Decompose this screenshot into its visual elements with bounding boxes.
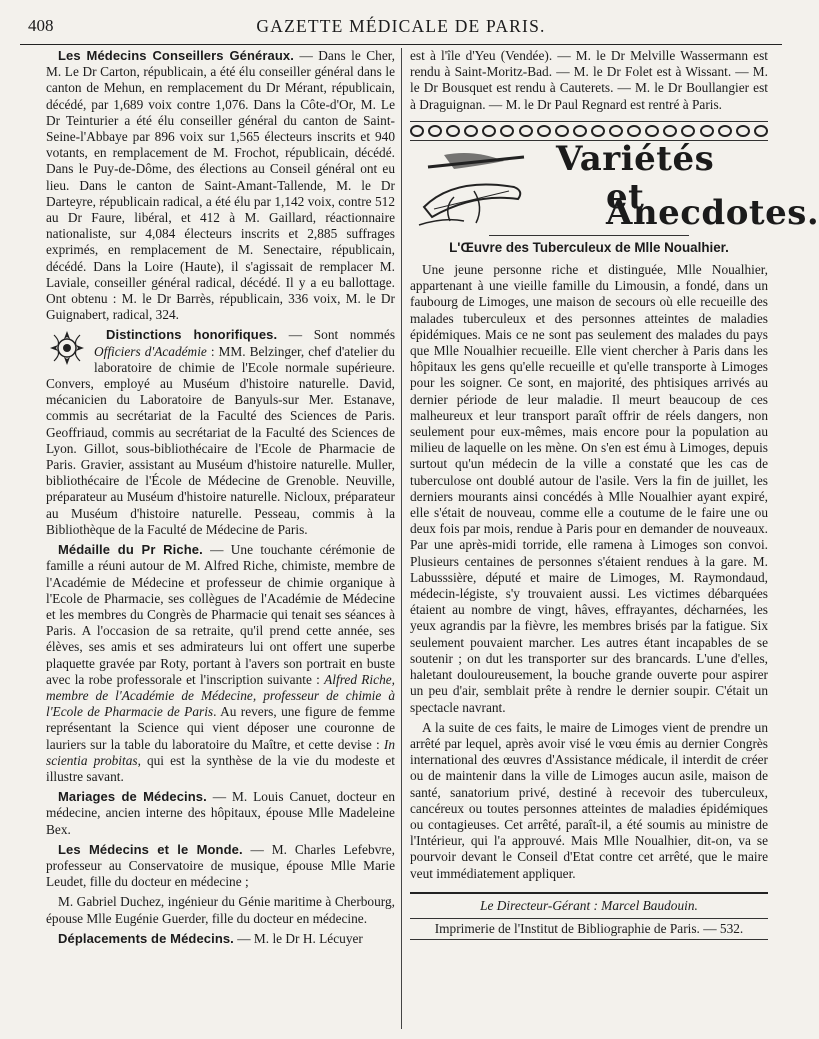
motto-text: In scientia probitas xyxy=(46,736,395,768)
varietes-heading xyxy=(410,138,819,234)
inscription-text: Alfred Riche, membre de l'Académie de Médecine, professeur de chimie à l'Ecole de Pharmacie de Paris xyxy=(46,671,395,720)
section-heading: Déplacements de Médecins. xyxy=(58,930,234,946)
article-title: L'Œuvre des Tuberculeux de Mlle Noualhier. xyxy=(449,239,729,255)
section-heading: Distinctions honorifiques. xyxy=(106,327,278,343)
article-paragraph-2: A la suite de ces faits, le maire de Limoges vient de prendre un arrêté par lequel, après avoir visé le vœu émis au dernier Congrès international des œuvres d'Assistance médicale, il interdit de créer ou de maintenir dans la ville de Limoges aucun asile, maison de santé, sanatorium privé, destiné à recevoir des tuberculeux, cancéreux ou toutes personnes atteintes de maladies épidémiques ou contagieuses. Cet arrêté, paraît-il, a été soumis au ministre de l'Intérieur, qui l'a approuvé. Mais Mlle Noualhier, dit-on, va se pourvoir devant le Conseil d'Etat contre cet arrêté, que le maire veut immédiatement appliquer. xyxy=(410,719,768,881)
printer-line: Imprimerie de l'Institut de Bibliographie de Paris. — 532. xyxy=(410,918,768,940)
article-paragraph-1: Une jeune personne riche et distinguée, Mlle Noualhier, appartenant à une vieille famille du Limousin, a fondé, dans un faubourg de Limoges, une maison de secours où elle recueille des malades tuberculeux et des personnes atteintes de maladies épidémiques. Mais ce ne sont pas seulement des malades du pays que Mlle Noualhier recueille. Elle vient chercher à Paris dans les hôpitaux les gens qu'elle recueille et qu'elle transporte à Limoges pour les soigner. Ce sont, en majorité, des phtisiques arrivés au dernier période de leur maladie. Il meurt beaucoup de ces malheureux et leur transport paraît offrir de réels dangers, non seulement pour eux-mêmes, mais encore pour la population au milieu de laquelle on les mène. On s'en est ému à Limoges, depuis surtout qu'un médecin de la ville a constaté que les cas de tuberculose ont doublé autour de l'asile. Vers la fin de juillet, les derniers mourants ainsi concédés à Mlle Noualhier ayant expiré, elle s'était de nouveau, comme elle a coutume de le faire une ou deux fois par mois, rendue à Paris pour en demander de nouveaux. Par une après-midi torride, elle ramena à Limoges son convoi. Plusieurs centaines de personnes s'étaient rendues à la gare. M. Labusssière, député et maire de Limoges, M. Raymondaud, médecin-légiste, s'y trouvaient aussi. Les victimes débarquées étaient au nombre de vingt, hâves, effrayantes, décharnées, les yeux agrandis par la fièvre, les membres brisés par la fatigue. Six seulement pouvaient marcher. Les autres étant incapables de se soutenir ; on dut les transporter sur des brancards. L'une d'elles, haletant douloureusement, la bouche grande ouverte pour aspirer un peu d'air, semblait prête à rendre le dernier soupir. C'était un spectacle navrant. xyxy=(410,262,768,715)
section-text: . Au revers, une figure de femme représentant la Science qui vient déposer une couronne de lauriers sur la table du laboratoire du Maître, et cette devise : xyxy=(46,704,395,752)
section-text: — M. Charles Lefebvre, professeur au Conservatoire de musique, épouse Mlle Marie Leudet, fille du docteur en médecine ; xyxy=(46,841,395,890)
varietes-title-line1: Variétés xyxy=(556,138,715,179)
paragraph-deplacements-cont: est à l'île d'Yeu (Vendée). — M. le Dr Melville Wassermann est rendu à Saint-Moritz-Bad. — M. le Dr Folet est à Wissant. — M. le Dr Bousquet est rendu à Cauterets. — M. le Dr Boullangier est à Draguignan. — M. le Dr Paul Regnard est rentré à Paris. xyxy=(410,48,768,112)
right-column xyxy=(410,48,819,1025)
column-divider xyxy=(401,48,402,1029)
section-heading: Les Médecins et le Monde. xyxy=(58,841,243,857)
section-text: — M. le Dr H. Lécuyer xyxy=(233,930,363,946)
section-text: , qui est la synthèse de la vie du modeste et illustre savant. xyxy=(46,752,395,784)
title-rule xyxy=(489,235,689,236)
page-number: 408 xyxy=(28,16,54,35)
quill-scroll-icon xyxy=(414,147,534,229)
section-heading: Les Médecins Conseillers Généraux. xyxy=(58,48,294,63)
section-text-italic: Officiers d'Académie xyxy=(94,343,207,359)
section-heading: Médaille du Pr Riche. xyxy=(58,542,203,558)
section-text: : MM. Belzinger, chef d'atelier du laboratoire de chimie de l'Ecole normale supérieure. Convers, employé au Muséum d'histoire naturelle. David, mécanicien du Laboratoire de Banyuls-sur Mer. Estanave, commis au secrétariat de la Faculté des Sciences de Paris. Geoffriaud, commis au secrétariat de la Faculté des Sciences de Lyon. Gillot, sous-bibliothécaire de l'Ecole de Pharmacie de Paris. Gravier, assistant au Muséum d'histoire naturelle. Muller, bibliothécaire de l'École de Médecine de Grenoble. Neuville, préparateur au Muséum d'histoire naturelle. Nicloux, préparateur au Muséum d'histoire naturelle. Pesseau, commis à la Bibliothèque de la Faculté de Médecine de Paris. xyxy=(46,343,395,537)
paragraph-mariages xyxy=(46,789,395,838)
varietes-title-line2: et Anecdotes. xyxy=(606,176,819,234)
paragraph-monde xyxy=(46,842,395,891)
running-title: GAZETTE MÉDICALE DE PARIS. xyxy=(256,16,546,36)
paragraph-distinctions xyxy=(46,327,395,538)
section-heading: Mariages de Médecins. xyxy=(58,789,207,805)
section-text: — Une touchante cérémonie de famille a réuni autour de M. Alfred Riche, chimiste, membre de l'Académie de Médecine et professeur de chimie organique à l'Ecole de Pharmacie, ses collègues de l'Académie de Médecine et les membres du Congrès de Pharmacie qui tenait ses séances à Paris. A l'occasion de sa retraite, qu'il prend cette année, ses élèves, ses amis et ses admirateurs lui ont offert une superbe plaquette gravée par Roty, portant à l'avers son portrait en buste avec la robe professorale et l'inscription suivante : xyxy=(46,542,395,687)
paragraph-monde-cont: M. Gabriel Duchez, ingénieur du Génie maritime à Cherbourg, épouse Mlle Eugénie Guerder, fille du docteur en médecine. xyxy=(46,894,395,926)
page-header xyxy=(20,10,782,45)
section-text: — Sont nommés xyxy=(277,327,396,343)
paragraph-deplacements xyxy=(46,931,395,947)
left-column xyxy=(46,48,395,1025)
section-text: — Dans le Cher, M. Le Dr Carton, républicain, a été élu conseiller général dans le canton de Mehun, en remplacement du Dr Mérant, républicain, décédé, par 1,689 voix contre 1,076. Dans la Côte-d'Or, M. Le Dr Teinturier a été élu conseiller général du canton de Saint-Seine-l'Abbaye par 896 voix sur 1,565 électeurs inscrits et 940 votants, en remplacement de M. Frochot, républicain, décédé. Dans le Puy-de-Dôme, des élections au Conseil général ont eu lieu. Dans le canton de Saint-Amant-Tallende, M. le Dr Darteyre, républicain radical, a été élu par 1,142 voix, contre 512 au Dr Faure, libéral, et 412 à M. Gaillard, réactionnaire nationaliste, sur 4,084 électeurs inscrits et 2,885 suffrages exprimés, en remplacement de M. Senectaire, républicain, décédé. Dans la Loire (Haute), il s'agissait de remplacer M. Laviale, conseiller général radical, décédé. Il y a eu ballottage. Ont obtenu : M. le Dr Barrès, républicain, 336 voix, M. le Dr Guignabert, radical, 324. xyxy=(46,48,395,323)
paragraph-conseillers xyxy=(46,48,395,323)
section-text: — M. Louis Canuet, docteur en médecine, ancien interne des hôpitaux, épouse Mlle Madeleine Bex. xyxy=(46,789,395,837)
paragraph-medaille xyxy=(46,542,395,785)
footer-rule xyxy=(410,892,768,894)
ornamental-band xyxy=(410,121,768,141)
director-line: Le Directeur-Gérant : Marcel Baudouin. xyxy=(480,897,698,913)
academic-palms-icon xyxy=(46,327,88,369)
